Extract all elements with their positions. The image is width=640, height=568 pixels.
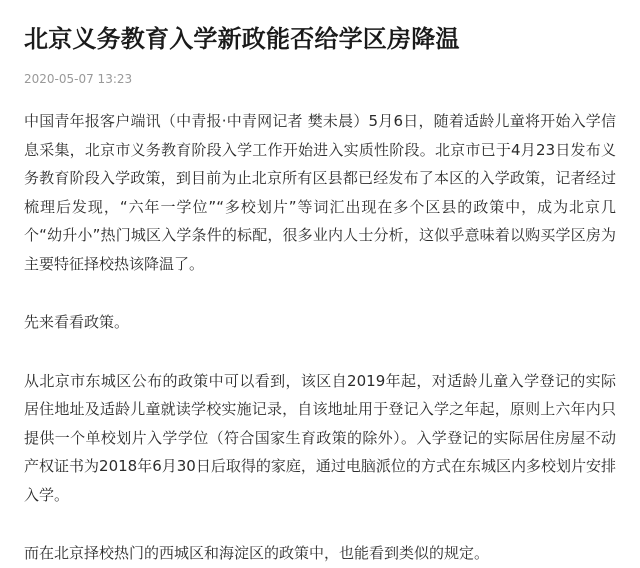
article-title: 北京义务教育入学新政能否给学区房降温 [24, 25, 460, 53]
publish-timestamp: 2020-05-07 13:23 [24, 72, 133, 86]
article-paragraph-2: 先来看看政策。 [24, 313, 130, 331]
article-paragraph-1: 中国青年报客户端讯（中青报·中青网记者 樊未晨）5月6日，随着适龄儿童将开始入学信息采集，北京市义务教育阶段入学工作开始进入实质性阶段。北京市已于4月23日发布义务教育阶段入学政策，到目前为止北京所有区县都已经发布了本区的入学政策，记者经过梳理后发现，“六年一学位”“多校划片”等词汇出现在多个区县的政策中，成为北京几个“幼升小”热门城区入学条件的标配，很多业内人士分析，这似乎意味着以购买学区房为主要特征择校热该降温了。 [24, 112, 616, 273]
article-paragraph-4: 而在北京择校热门的西城区和海淀区的政策中，也能看到类似的规定。 [24, 544, 490, 562]
article-paragraph-3: 从北京市东城区公布的政策中可以看到，该区自2019年起，对适龄儿童入学登记的实际居住地址及适龄儿童就读学校实施记录，自该地址用于登记入学之年起，原则上六年内只提供一个单校划片入学学位（符合国家生育政策的除外）。入学登记的实际居住房屋不动产权证书为2018年6月30日后取得的家庭，通过电脑派位的方式在东城区内多校划片安排入学。 [24, 371, 616, 504]
